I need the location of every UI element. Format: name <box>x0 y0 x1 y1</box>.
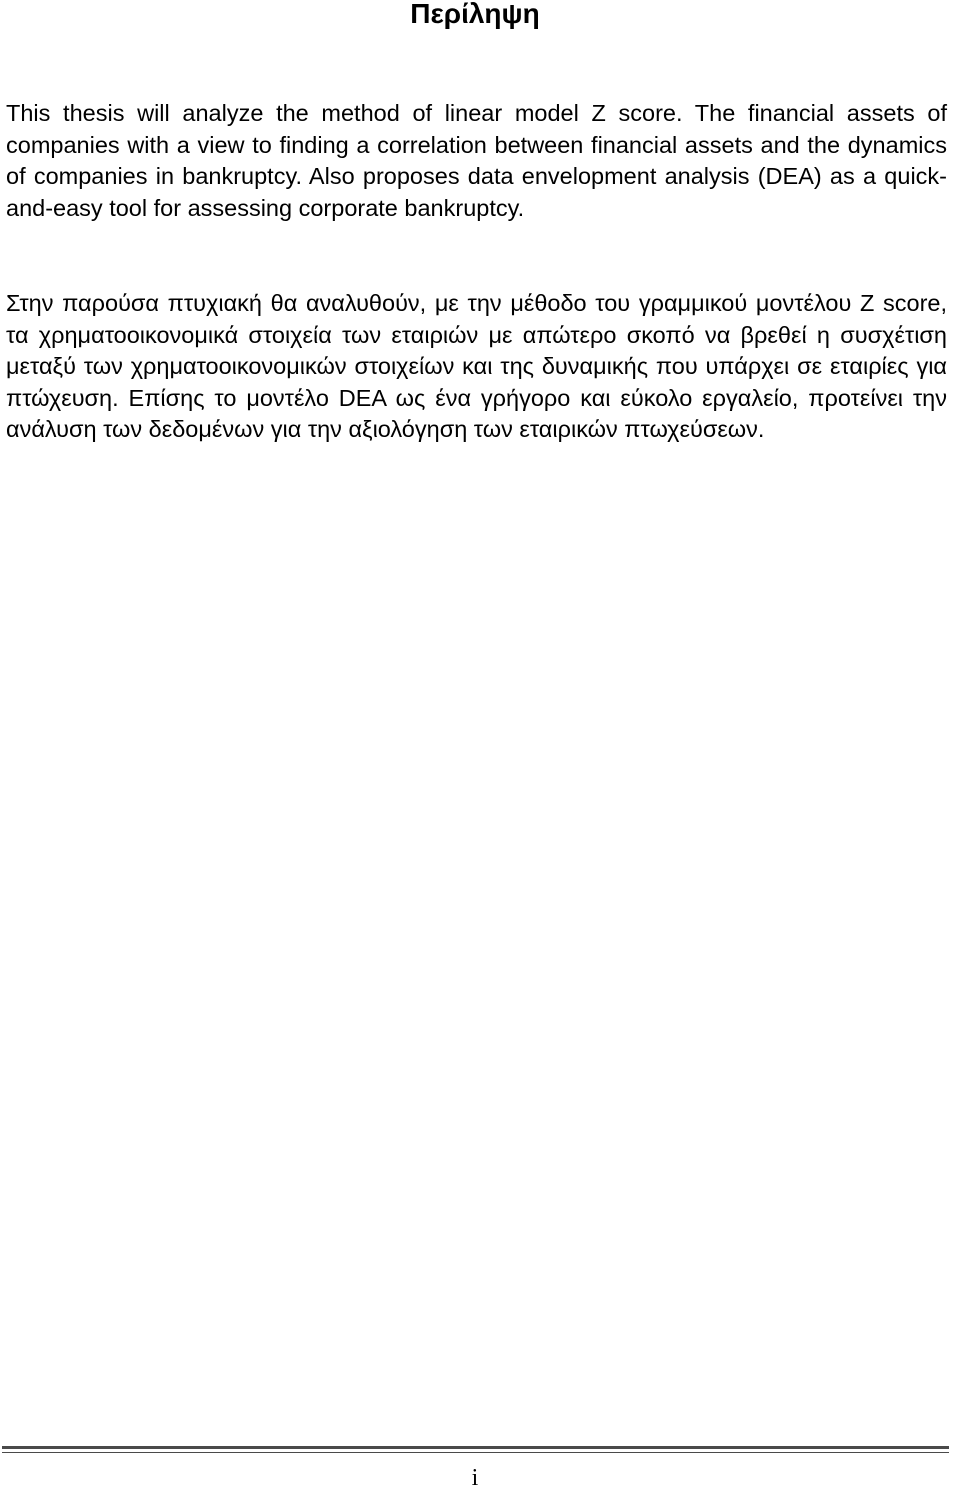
abstract-paragraph-english: This thesis will analyze the method of linear model Z score. The financial assets of companies with a view to finding a correlation between financial assets and the dynamics of companies in bankruptcy. Also proposes data envelopment analysis (DEA) as a quick-and-easy tool for assessing corporate bankruptcy. <box>6 100 947 221</box>
abstract-paragraph-greek: Στην παρούσα πτυχιακή θα αναλυθούν, με την μέθοδο του γραμμικού μοντέλου Z score, τα χρηματοοικονομικά στοιχεία των εταιριών με απώτερο σκοπό να βρεθεί η συσχέτιση μεταξύ των χρηματοοικονομικών στοιχείων και της δυναμικής που υπάρχει σε εταιρίες για πτώχευση. Επίσης το μοντέλο DEA ως ένα γρήγορο και εύκολο εργαλείο, προτείνει την ανάλυση των δεδομένων για την αξιολόγηση των εταιρικών πτωχεύσεων. <box>6 290 947 443</box>
page-number: i <box>471 1465 479 1491</box>
footer-divider-thin <box>2 1452 949 1453</box>
page-title: Περίληψη <box>410 0 540 29</box>
footer-divider <box>2 1446 949 1449</box>
